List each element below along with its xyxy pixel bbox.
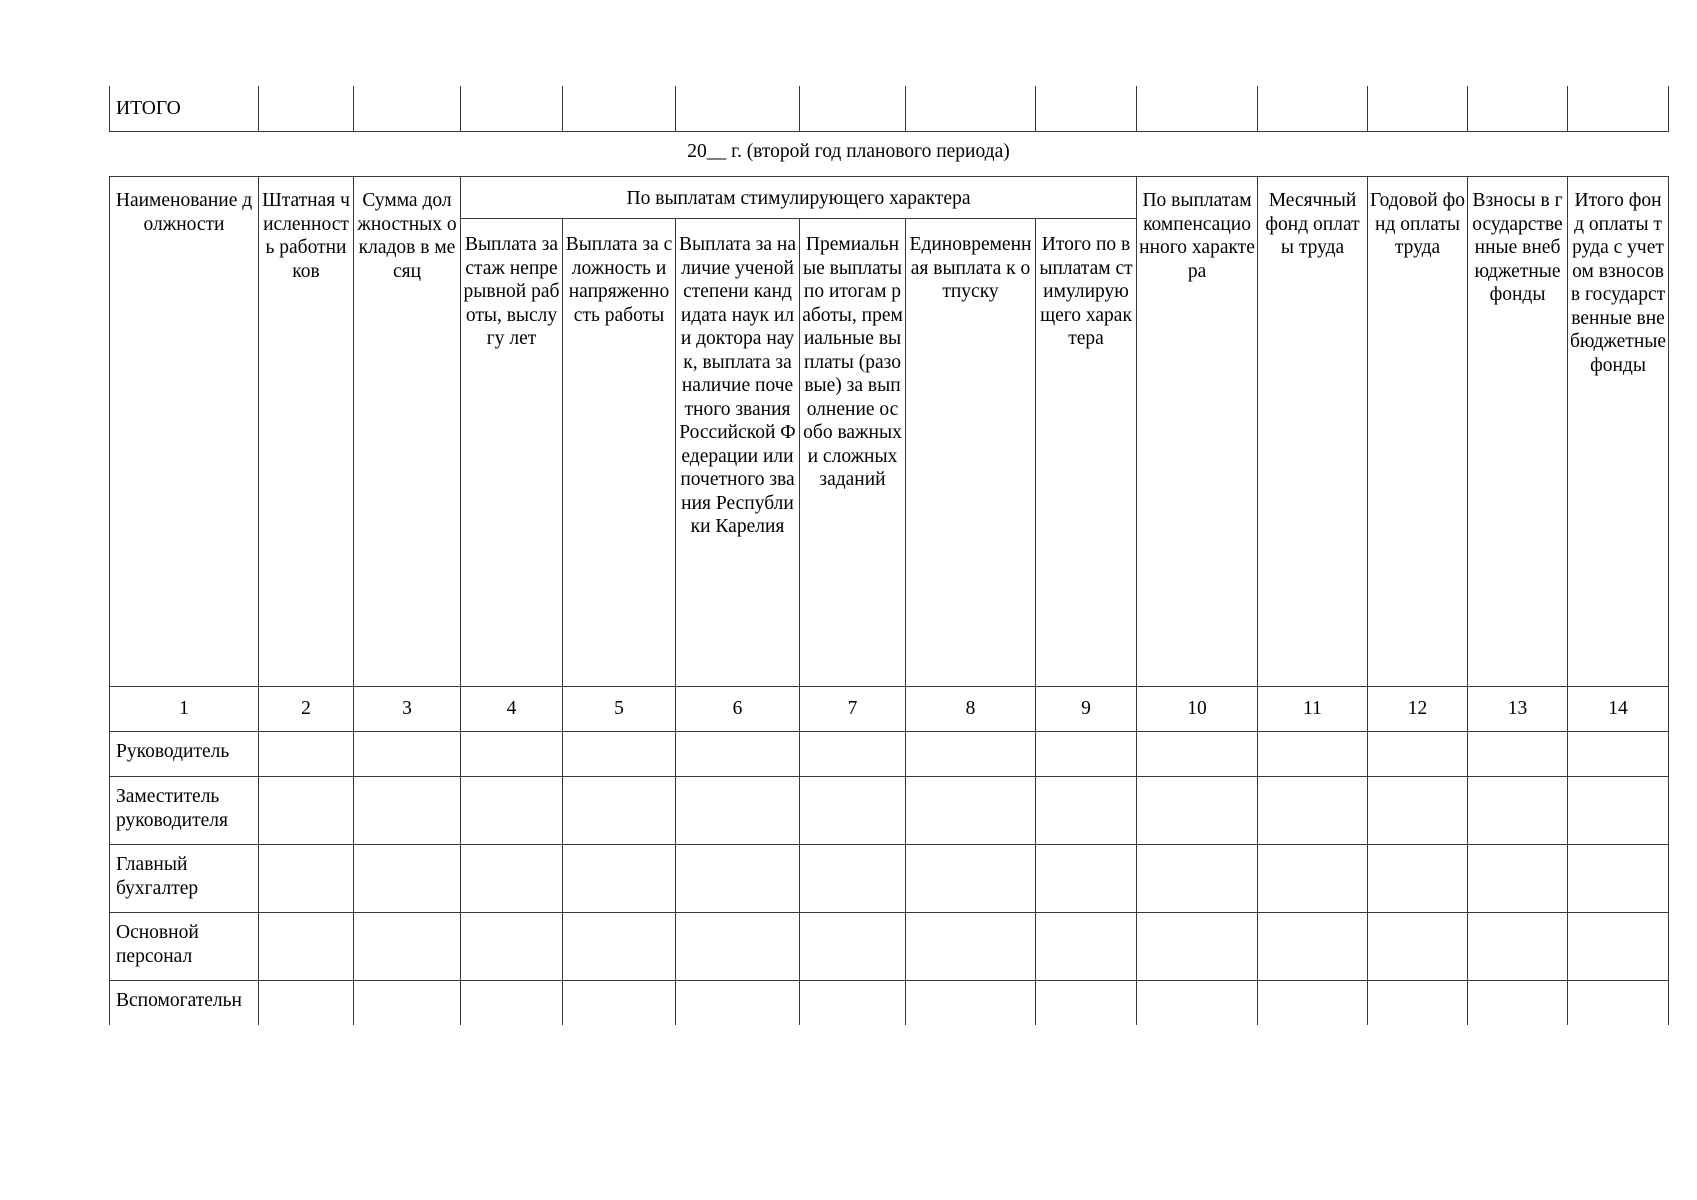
table-cell[interactable] xyxy=(1258,845,1368,913)
previous-table-total xyxy=(109,86,1669,132)
table-cell[interactable] xyxy=(1568,981,1669,1025)
header-bonus-payments: Премиальные выплаты по итогам работы, премиальные выплаты (разовые) за выполнение особо важных и сложных заданий xyxy=(800,219,906,687)
row-label: Основной персонал xyxy=(110,913,259,981)
header-staff-count: Штатная численность работников xyxy=(259,177,354,687)
table-cell[interactable] xyxy=(563,981,676,1025)
column-number: 12 xyxy=(1368,687,1468,732)
header-vacation-payment: Единовременная выплата к отпуску xyxy=(906,219,1036,687)
table-cell[interactable] xyxy=(259,777,354,845)
total-cell[interactable] xyxy=(676,86,800,131)
column-number: 3 xyxy=(354,687,461,732)
table-row xyxy=(110,913,1669,981)
total-cell[interactable] xyxy=(1468,86,1568,131)
header-stimulating-group: По выплатам стимулирующего характера xyxy=(461,177,1137,219)
table-cell[interactable] xyxy=(1137,845,1258,913)
table-cell[interactable] xyxy=(1258,981,1368,1025)
row-label: Руководитель xyxy=(110,732,259,777)
table-cell[interactable] xyxy=(676,845,800,913)
table-cell[interactable] xyxy=(1137,732,1258,777)
table-cell[interactable] xyxy=(1137,981,1258,1025)
table-cell[interactable] xyxy=(354,732,461,777)
table-cell[interactable] xyxy=(800,777,906,845)
table-cell[interactable] xyxy=(1258,732,1368,777)
table-cell[interactable] xyxy=(906,732,1036,777)
row-label: Вспомогательн xyxy=(110,981,259,1025)
header-annual-fund: Годовой фонд оплаты труда xyxy=(1368,177,1468,687)
payroll-table xyxy=(109,176,1669,1025)
header-degree-payment: Выплата за наличие ученой степени кандидата наук или доктора наук, выплата за наличие почетного звания Российской Федерации или почетного звания Республики Карелия xyxy=(676,219,800,687)
table-cell[interactable] xyxy=(563,913,676,981)
table-cell[interactable] xyxy=(354,845,461,913)
total-cell[interactable] xyxy=(1137,86,1258,131)
table-cell[interactable] xyxy=(563,845,676,913)
table-cell[interactable] xyxy=(676,777,800,845)
table-cell[interactable] xyxy=(676,913,800,981)
table-row xyxy=(110,732,1669,777)
table-cell[interactable] xyxy=(1036,913,1137,981)
total-cell[interactable] xyxy=(1568,86,1669,131)
table-cell[interactable] xyxy=(1137,913,1258,981)
table-cell[interactable] xyxy=(1368,777,1468,845)
table-cell[interactable] xyxy=(1468,845,1568,913)
table-cell[interactable] xyxy=(461,913,563,981)
total-cell[interactable] xyxy=(906,86,1036,131)
row-label: Заместитель руководителя xyxy=(110,777,259,845)
table-row xyxy=(110,845,1669,913)
column-number: 14 xyxy=(1568,687,1669,732)
column-number: 11 xyxy=(1258,687,1368,732)
table-cell[interactable] xyxy=(1568,732,1669,777)
column-number: 9 xyxy=(1036,687,1137,732)
table-cell[interactable] xyxy=(1468,981,1568,1025)
table-cell[interactable] xyxy=(1568,777,1669,845)
header-position-name: Наименование должности xyxy=(110,177,259,687)
table-cell[interactable] xyxy=(259,981,354,1025)
column-number: 4 xyxy=(461,687,563,732)
header-compensation: По выплатам компенсационного характера xyxy=(1137,177,1258,687)
table-cell[interactable] xyxy=(1568,913,1669,981)
table-row xyxy=(110,777,1669,845)
table-cell[interactable] xyxy=(563,732,676,777)
total-cell[interactable] xyxy=(259,86,354,131)
table-row xyxy=(110,981,1669,1025)
table-cell[interactable] xyxy=(354,981,461,1025)
table-cell[interactable] xyxy=(906,845,1036,913)
header-stimulating-total: Итого по выплатам стимулирующего характера xyxy=(1036,219,1137,687)
table-cell[interactable] xyxy=(259,845,354,913)
total-cell[interactable] xyxy=(1258,86,1368,131)
total-cell[interactable] xyxy=(800,86,906,131)
table-cell[interactable] xyxy=(461,777,563,845)
table-cell[interactable] xyxy=(800,732,906,777)
period-caption: 20__ г. (второй год планового периода) xyxy=(687,141,1010,162)
total-cell[interactable] xyxy=(1036,86,1137,131)
table-cell[interactable] xyxy=(1036,845,1137,913)
table-cell[interactable] xyxy=(1036,981,1137,1025)
table-cell[interactable] xyxy=(461,732,563,777)
table-cell[interactable] xyxy=(1258,777,1368,845)
table-cell[interactable] xyxy=(676,732,800,777)
table-cell[interactable] xyxy=(461,845,563,913)
table-cell[interactable] xyxy=(1258,913,1368,981)
header-salary-sum: Сумма должностных окладов в месяц xyxy=(354,177,461,687)
table-cell[interactable] xyxy=(1468,777,1568,845)
row-label: Главный бухгалтер xyxy=(110,845,259,913)
header-seniority-payment: Выплата за стаж непрерывной работы, выслугу лет xyxy=(461,219,563,687)
table-cell[interactable] xyxy=(800,913,906,981)
table-cell[interactable] xyxy=(259,732,354,777)
total-cell[interactable] xyxy=(354,86,461,131)
table-cell[interactable] xyxy=(1036,732,1137,777)
column-number: 6 xyxy=(676,687,800,732)
total-cell[interactable] xyxy=(1368,86,1468,131)
table-cell[interactable] xyxy=(1568,845,1669,913)
table-cell[interactable] xyxy=(1137,777,1258,845)
column-number: 2 xyxy=(259,687,354,732)
table-cell[interactable] xyxy=(906,981,1036,1025)
table-cell[interactable] xyxy=(676,981,800,1025)
header-total-fund: Итого фонд оплаты труда с учетом взносов в государственные внебюджетные фонды xyxy=(1568,177,1669,687)
table-cell[interactable] xyxy=(1368,845,1468,913)
total-cell[interactable] xyxy=(563,86,676,131)
total-cell[interactable] xyxy=(461,86,563,131)
table-cell[interactable] xyxy=(1368,981,1468,1025)
header-contributions: Взносы в государственные внебюджетные фонды xyxy=(1468,177,1568,687)
header-monthly-fund: Месячный фонд оплаты труда xyxy=(1258,177,1368,687)
table-cell[interactable] xyxy=(800,845,906,913)
column-number: 5 xyxy=(563,687,676,732)
table-cell[interactable] xyxy=(906,777,1036,845)
table-cell[interactable] xyxy=(1468,732,1568,777)
table-cell[interactable] xyxy=(259,913,354,981)
column-number: 8 xyxy=(906,687,1036,732)
table-cell[interactable] xyxy=(1468,913,1568,981)
table-cell[interactable] xyxy=(1036,777,1137,845)
table-cell[interactable] xyxy=(1368,732,1468,777)
table-cell[interactable] xyxy=(354,777,461,845)
table-cell[interactable] xyxy=(461,981,563,1025)
header-complexity-payment: Выплата за сложность и напряженность работы xyxy=(563,219,676,687)
table-cell[interactable] xyxy=(906,913,1036,981)
table-cell[interactable] xyxy=(563,777,676,845)
column-number: 13 xyxy=(1468,687,1568,732)
total-row-label: ИТОГО xyxy=(110,86,259,131)
table-cell[interactable] xyxy=(354,913,461,981)
column-number: 10 xyxy=(1137,687,1258,732)
column-number: 1 xyxy=(110,687,259,732)
table-cell[interactable] xyxy=(800,981,906,1025)
table-cell[interactable] xyxy=(1368,913,1468,981)
column-number: 7 xyxy=(800,687,906,732)
